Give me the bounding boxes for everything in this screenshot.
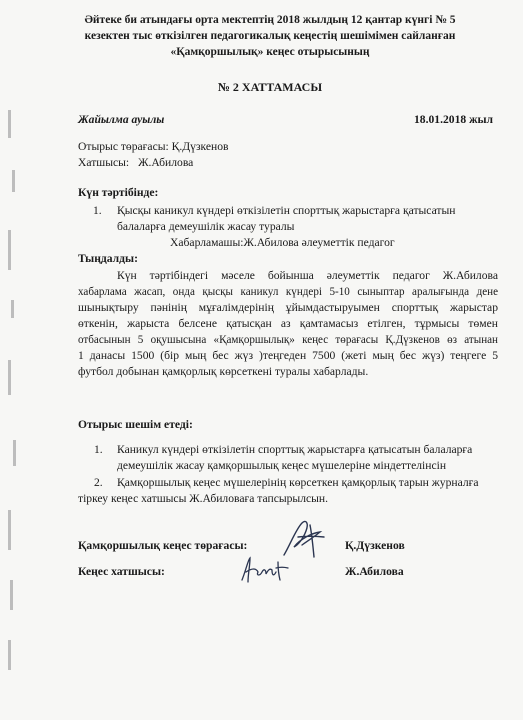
chair-name: Қ.Дүзкенов: [171, 140, 229, 153]
listened-line: футбол добынан қамқорлық көрсеткені туралы хабарлады.: [78, 365, 369, 378]
header-line-2: кезектен тыс өткізілген педагогикалық кеңестің шешімімен сайланған: [84, 30, 456, 42]
scan-edge-marks: [8, 110, 22, 670]
listened-line: шынықтыру пәнінің мұғалімдерінің ұйымдастыруымен спорттық жарыстар: [78, 301, 498, 314]
agenda-heading: Күн тәртібінде:: [78, 186, 159, 199]
header-line-1: Әйтеке би атындағы орта мектептің 2018 жылдың 12 қантар күнгі № 5: [84, 14, 456, 26]
secretary-name: Ж.Абилова: [138, 156, 194, 169]
decision-item-1-number: 1.: [94, 443, 103, 456]
listened-line: отбасынын 5 оқушысына «Қамқоршылық» кеңес төрағасы Қ.Дүзкенов өз атынан: [78, 334, 498, 346]
agenda-speaker: Хабарламашы:Ж.Абилова әлеуметтік педагог: [170, 236, 395, 249]
listened-line: өткенін, жарыста белсене қатысқан аз қамтамасыз етілген, тұрмысы төмен: [78, 317, 498, 330]
listened-line: хабарлама жасап, онда қысқы каникул күндері 5-10 сыныптар аралығында дене: [78, 286, 498, 298]
agenda-item-1-line-2: балаларға демеушілік жасау туралы: [117, 220, 295, 233]
header-line-3: «Қамқоршылық» кеңес отырысының: [170, 46, 370, 58]
chair-line: [78, 140, 229, 154]
document-title: № 2 ХАТТАМАСЫ: [217, 80, 323, 94]
agenda-item-1-line-1: Қысқы каникул күндері өткізілетін спорттық жарыстарға қатысатын: [117, 204, 456, 217]
chair-signature-label: Қамқоршылық кеңес төрағасы:: [78, 539, 248, 552]
listened-line: 1 данасы 1500 (бір мың бес жүз )теңгеден 7500 (жеті мың бес жүз) теңгеге 5: [78, 349, 498, 362]
decision-item-1-line-2: демеушілік жасау қамқоршылық кеңес мүшелеріне міндеттелінсін: [117, 459, 447, 472]
decision-item-2-line-2: тіркеу кеңес хатшысы Ж.Абиловаға тапсырылсын.: [78, 492, 329, 505]
chair-label: Отырыс төрағасы:: [78, 140, 169, 153]
listened-heading: Тыңдалды:: [78, 252, 138, 265]
secretary-label: Хатшысы:: [78, 156, 130, 169]
chair-signature-name: Қ.Дүзкенов: [345, 539, 405, 552]
place: Жайылма ауылы: [78, 113, 165, 126]
date: 18.01.2018 жыл: [414, 113, 494, 126]
secretary-line: [78, 156, 193, 170]
secretary-signature-name: Ж.Абилова: [345, 565, 404, 578]
agenda-item-1-number: 1.: [93, 204, 102, 217]
decision-item-2-number: 2.: [94, 476, 103, 489]
decision-item-2-line-1: Қамқоршылық кеңес мүшелерінің көрсеткен қамқорлық тарын журналға: [117, 476, 479, 489]
decision-item-1-line-1: Каникул күндері өткізілетін спорттық жарыстарға қатысатын балаларға: [117, 443, 473, 456]
listened-line: Күн тәртібіндегі мәселе бойынша әлеуметтік педагог Ж.Абилова: [117, 269, 498, 282]
decision-heading: Отырыс шешім етеді:: [78, 418, 193, 431]
secretary-signature-label: Кеңес хатшысы:: [78, 565, 165, 578]
secretary-signature-icon: [236, 552, 296, 588]
